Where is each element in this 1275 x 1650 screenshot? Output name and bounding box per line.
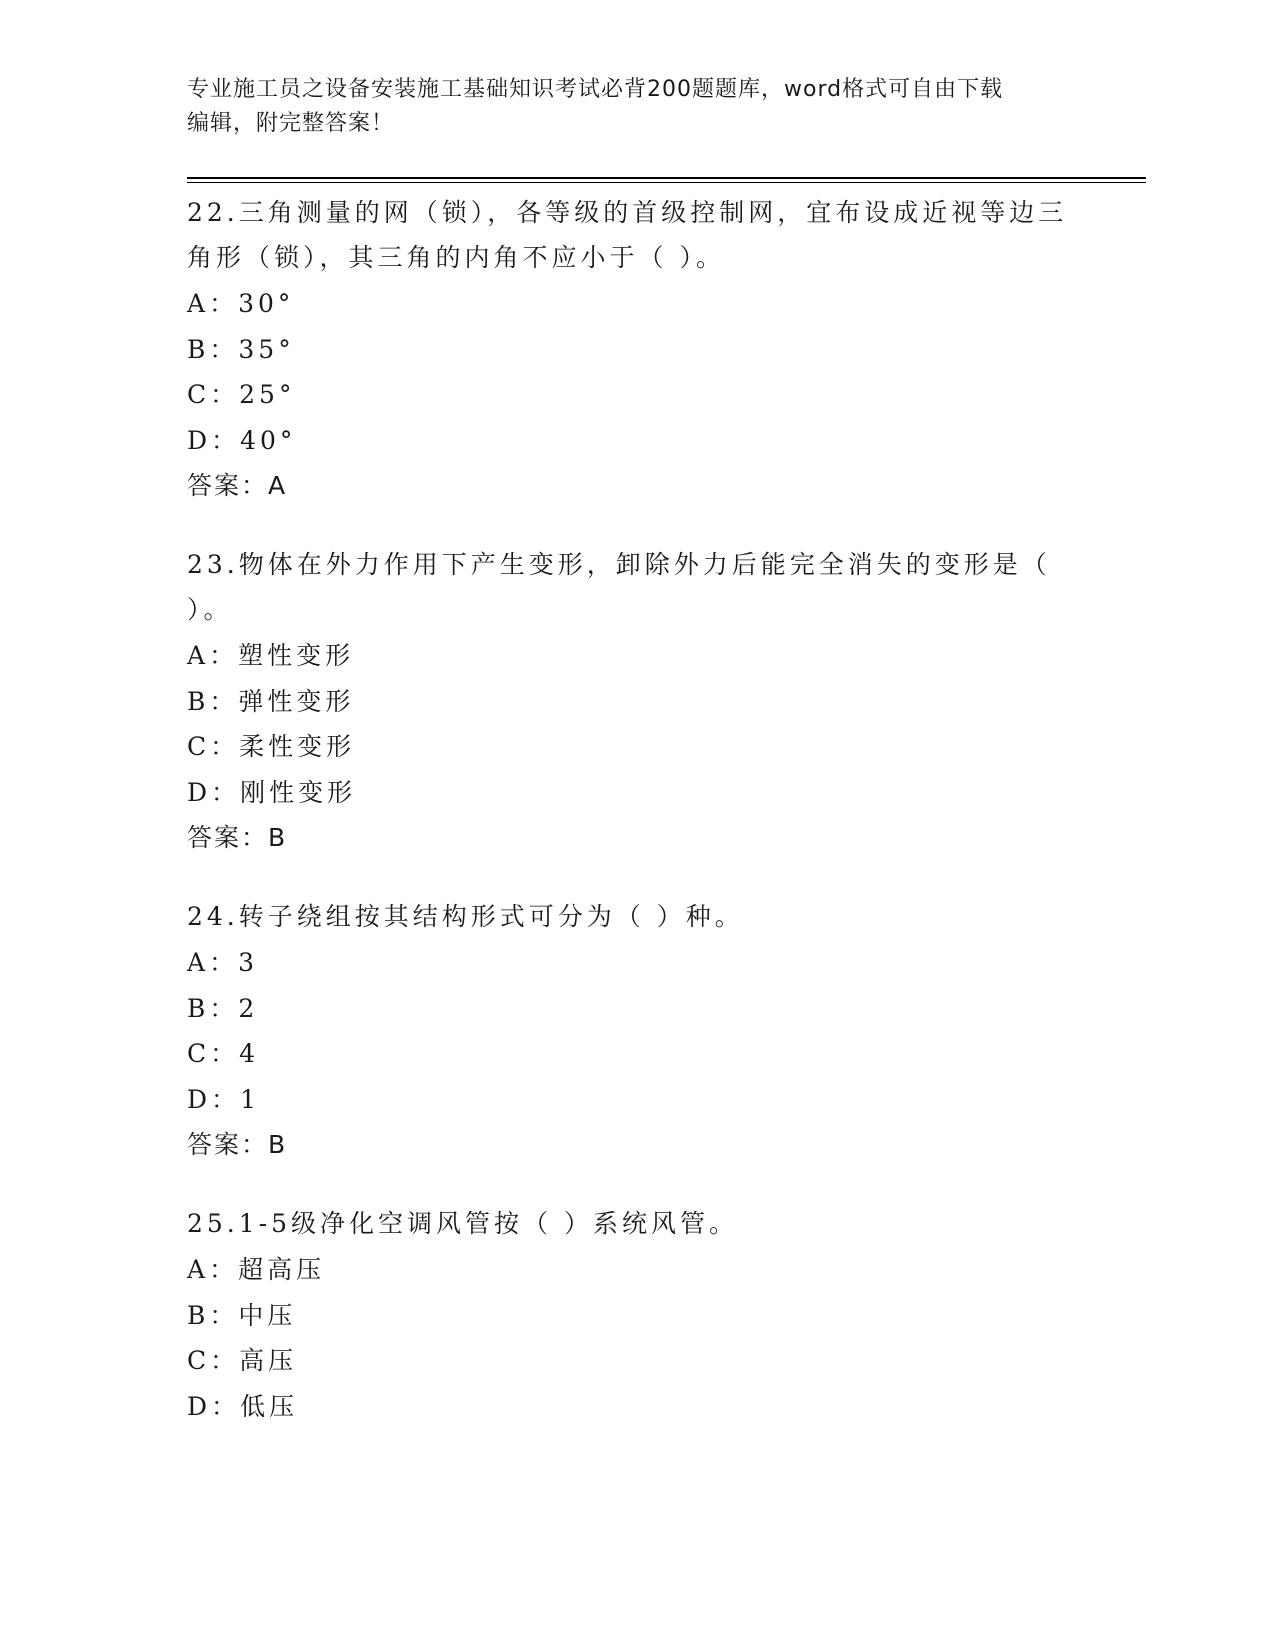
answer-value: B [268, 823, 288, 852]
option-b: B：2 [187, 993, 259, 1023]
question-25 [187, 1201, 1087, 1429]
question-stem: 24.转子绕组按其结构形式可分为（ ）种。 [187, 902, 744, 931]
option-text: 3 [238, 948, 258, 977]
option-text: 柔性变形 [239, 732, 356, 761]
option-text: 中压 [238, 1300, 297, 1330]
option-text: 低压 [240, 1391, 299, 1421]
option-key: C [187, 380, 211, 409]
option-b: B：弹性变形 [187, 686, 355, 716]
option-key: B [187, 1300, 210, 1330]
answer-line [187, 1122, 1087, 1167]
option-b: B：35° [187, 334, 295, 364]
option-key: A [187, 1255, 210, 1284]
option-b: B：中压 [187, 1300, 297, 1330]
option-d: D：40° [187, 425, 297, 455]
option-a: A：超高压 [187, 1255, 326, 1284]
option-a: A：30° [187, 289, 295, 318]
header-line-2: 编辑，附完整答案！ [187, 111, 395, 136]
option-key: C [187, 732, 211, 761]
question-24 [187, 894, 1087, 1167]
answer-label: 答案： [187, 471, 269, 500]
answer-value: B [268, 1130, 288, 1159]
option-text: 30° [238, 289, 295, 318]
option-text: 2 [238, 993, 259, 1023]
option-text: 35° [238, 334, 295, 364]
answer-line [187, 815, 1087, 860]
answer-value: A [268, 471, 288, 500]
option-d: D：刚性变形 [187, 777, 357, 807]
option-key: D [187, 1391, 212, 1421]
answer-line [187, 463, 1087, 508]
answer-label: 答案： [187, 823, 269, 852]
header-divider-thin [187, 182, 1146, 183]
option-c: C：25° [187, 380, 296, 409]
option-key: A [187, 948, 210, 977]
option-key: B [187, 993, 210, 1023]
option-text: 25° [239, 380, 296, 409]
option-key: C [187, 1039, 211, 1068]
option-text: 高压 [239, 1346, 298, 1375]
option-c: C：柔性变形 [187, 732, 356, 761]
option-c: C：4 [187, 1039, 260, 1068]
option-text: 弹性变形 [238, 686, 355, 716]
option-text: 超高压 [238, 1255, 326, 1284]
question-list [187, 190, 1087, 1463]
option-key: C [187, 1346, 211, 1375]
option-key: B [187, 686, 210, 716]
answer-label: 答案： [187, 1130, 269, 1159]
option-key: D [187, 425, 212, 455]
option-key: A [187, 641, 210, 670]
option-text: 1 [240, 1084, 260, 1114]
option-key: D [187, 777, 212, 807]
question-stem: 25.1-5级净化空调风管按（ ）系统风管。 [187, 1209, 738, 1238]
option-a: A：3 [187, 948, 258, 977]
document-header [187, 73, 1087, 141]
option-key: A [187, 289, 210, 318]
question-stem: 23.物体在外力作用下产生变形，卸除外力后能完全消失的变形是（ ）。 [187, 550, 1051, 624]
option-d: D：1 [187, 1084, 260, 1114]
option-text: 40° [240, 425, 297, 455]
option-key: D [187, 1084, 212, 1114]
question-23 [187, 542, 1087, 860]
question-stem: 22.三角测量的网（锁），各等级的首级控制网，宜布设成近视等边三角形（锁），其三角的内角不应小于（ ）。 [187, 198, 1068, 272]
option-a: A：塑性变形 [187, 641, 355, 670]
option-c: C：高压 [187, 1346, 298, 1375]
question-22 [187, 190, 1087, 508]
header-divider-thick [187, 177, 1146, 179]
option-text: 塑性变形 [238, 641, 355, 670]
option-text: 刚性变形 [240, 777, 357, 807]
option-key: B [187, 334, 210, 364]
header-line-1: 专业施工员之设备安装施工基础知识考试必背200题题库，word格式可自由下载 [187, 77, 1004, 102]
option-d: D：低压 [187, 1391, 299, 1421]
option-text: 4 [239, 1039, 260, 1068]
